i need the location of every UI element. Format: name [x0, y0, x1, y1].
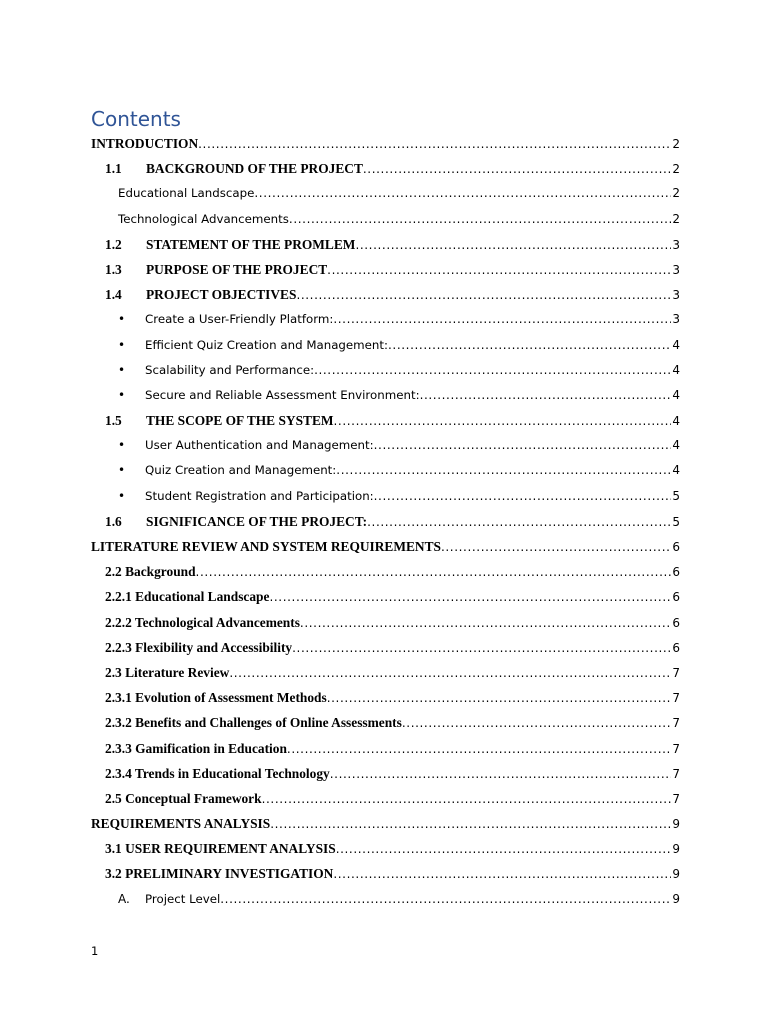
- toc-entry-label: [118, 358, 314, 383]
- toc-entry-title: 2.2.2 Technological Advancements: [105, 614, 300, 630]
- toc-entry-label: [105, 786, 262, 811]
- toc-entry-label: [105, 710, 402, 735]
- toc-entry-page: 4: [672, 387, 680, 402]
- toc-entry-label: [105, 836, 336, 861]
- toc-entry[interactable]: [91, 484, 680, 509]
- toc-entry-label: [105, 761, 330, 786]
- toc-entry-label: [105, 685, 327, 710]
- dot-leader: [420, 383, 672, 408]
- toc-entry[interactable]: [91, 710, 680, 735]
- toc-entry-label: [105, 610, 300, 635]
- toc-entry[interactable]: [91, 811, 680, 836]
- toc-entry-number: A.: [118, 891, 130, 906]
- toc-entry[interactable]: [91, 509, 680, 534]
- toc-entry-label: [118, 181, 254, 206]
- toc-entry[interactable]: [91, 610, 680, 635]
- dot-leader: [198, 132, 671, 156]
- toc-entry-title: 2.3.4 Trends in Educational Technology: [105, 765, 330, 781]
- dot-leader: [334, 409, 672, 433]
- toc-entry-title: Create a User-Friendly Platform:: [145, 312, 334, 327]
- dot-leader: [333, 862, 671, 886]
- toc-entry[interactable]: [91, 836, 680, 861]
- toc-entry-page: 3: [672, 312, 680, 327]
- toc-entry[interactable]: [91, 786, 680, 811]
- toc-entry-page: 4: [672, 414, 680, 429]
- bullet-marker: •: [118, 438, 126, 453]
- toc-entry-page: 6: [672, 615, 680, 630]
- toc-entry-page: 6: [672, 640, 680, 655]
- toc-entry-title: INTRODUCTION: [91, 136, 199, 151]
- toc-entry-label: [105, 736, 287, 761]
- toc-entry-title: Educational Landscape: [118, 186, 255, 201]
- toc-entry-page: 4: [672, 337, 680, 352]
- toc-entry-page: 7: [672, 716, 680, 731]
- toc-entry[interactable]: [91, 307, 680, 332]
- toc-entry-label: [118, 887, 220, 912]
- toc-entry-number: 1.5: [105, 413, 122, 429]
- toc-entry-title: Secure and Reliable Assessment Environment:: [145, 387, 420, 402]
- dot-leader: [367, 510, 671, 534]
- toc-entry-title: Project Level: [145, 891, 221, 906]
- toc-entry[interactable]: [91, 584, 680, 609]
- toc-entry[interactable]: [91, 257, 680, 282]
- toc-entry-page: 5: [672, 488, 680, 503]
- toc-entry-page: 9: [672, 842, 680, 857]
- dot-leader: [270, 812, 671, 836]
- contents-heading: Contents: [91, 107, 181, 131]
- toc-entry-title: LITERATURE REVIEW AND SYSTEM REQUIREMENTS: [91, 539, 441, 554]
- toc-entry-number: 1.2: [105, 236, 122, 252]
- toc-entry-label: [91, 534, 441, 559]
- dot-leader: [388, 333, 671, 358]
- toc-entry-title: Technological Advancements: [118, 211, 289, 226]
- toc-entry-number: 1.6: [105, 513, 122, 529]
- toc-entry-title: PROJECT OBJECTIVES: [146, 287, 297, 303]
- toc-entry-title: THE SCOPE OF THE SYSTEM: [146, 413, 334, 429]
- dot-leader: [330, 762, 672, 786]
- bullet-marker: •: [118, 387, 126, 402]
- toc-entry-page: 7: [672, 665, 680, 680]
- dot-leader: [289, 207, 671, 232]
- dot-leader: [220, 887, 671, 912]
- toc-entry-label: [118, 433, 374, 458]
- toc-entry-page: 7: [672, 691, 680, 706]
- toc-entry-page: 7: [672, 741, 680, 756]
- toc-entry-title: REQUIREMENTS ANALYSIS: [91, 816, 271, 832]
- toc-entry[interactable]: [91, 232, 680, 257]
- toc-entry[interactable]: [91, 408, 680, 433]
- toc-entry[interactable]: [91, 458, 680, 483]
- toc-entry[interactable]: [91, 383, 680, 408]
- dot-leader: [374, 484, 672, 509]
- toc-entry-title: User Authentication and Management:: [145, 438, 374, 453]
- dot-leader: [292, 636, 671, 660]
- toc-entry[interactable]: [91, 559, 680, 584]
- toc-entry-label: [118, 307, 333, 332]
- dot-leader: [262, 787, 672, 811]
- toc-entry-title: Efficient Quiz Creation and Management:: [145, 337, 389, 352]
- toc-entry-label: [105, 232, 355, 257]
- toc-entry-page: 3: [672, 262, 680, 277]
- toc-entry[interactable]: [91, 861, 680, 886]
- toc-entry-number: 1.1: [105, 161, 122, 177]
- toc-entry[interactable]: [91, 660, 680, 685]
- toc-entry[interactable]: [91, 131, 680, 156]
- toc-entry-page: 7: [672, 766, 680, 781]
- toc-entry-label: [118, 207, 289, 232]
- toc-entry-title: 3.1 USER REQUIREMENT ANALYSIS: [105, 841, 336, 857]
- dot-leader: [374, 433, 672, 458]
- toc-entry-page: 6: [672, 590, 680, 605]
- toc-entry-page: 2: [672, 137, 680, 151]
- toc-entry-page: 6: [672, 565, 680, 580]
- toc-entry[interactable]: [91, 207, 680, 232]
- toc-entry-title: 2.3 Literature Review: [105, 664, 230, 680]
- dot-leader: [254, 181, 671, 206]
- toc-entry[interactable]: [91, 358, 680, 383]
- toc-entry-page: 6: [672, 540, 680, 554]
- toc-entry-page: 5: [672, 514, 680, 529]
- toc-entry-title: 2.2.1 Educational Landscape: [105, 589, 270, 605]
- toc-entry-title: Scalability and Performance:: [145, 362, 315, 377]
- toc-entry-label: [91, 811, 270, 836]
- toc-entry-title: Quiz Creation and Management:: [145, 463, 337, 478]
- toc-entry-page: 4: [672, 438, 680, 453]
- toc-entry-label: [105, 282, 296, 307]
- table-of-contents: [91, 131, 680, 912]
- dot-leader: [269, 585, 671, 609]
- toc-entry-label: [118, 458, 336, 483]
- dot-leader: [296, 283, 671, 307]
- bullet-marker: •: [118, 337, 126, 352]
- dot-leader: [314, 358, 671, 383]
- toc-entry[interactable]: [91, 433, 680, 458]
- toc-entry-title: 2.2.3 Flexibility and Accessibility: [105, 639, 293, 655]
- toc-entry-label: [105, 635, 292, 660]
- toc-entry-title: 2.3.3 Gamification in Education: [105, 740, 287, 756]
- toc-entry-title: 3.2 PRELIMINARY INVESTIGATION: [105, 866, 334, 882]
- toc-entry-label: [105, 861, 333, 886]
- bullet-marker: •: [118, 488, 126, 503]
- toc-entry-label: [105, 660, 229, 685]
- bullet-marker: •: [118, 312, 126, 327]
- toc-entry-label: [105, 156, 363, 181]
- bullet-marker: •: [118, 362, 126, 377]
- toc-entry-label: [105, 509, 367, 534]
- toc-entry[interactable]: [91, 635, 680, 660]
- dot-leader: [287, 737, 671, 761]
- toc-entry-title: STATEMENT OF THE PROMLEM: [146, 236, 356, 252]
- toc-entry-page: 9: [672, 891, 680, 906]
- toc-entry-title: 2.3.1 Evolution of Assessment Methods: [105, 690, 327, 706]
- toc-entry-page: 2: [672, 162, 680, 177]
- toc-entry-page: 4: [672, 463, 680, 478]
- toc-entry-page: 7: [672, 791, 680, 806]
- toc-entry-label: [118, 383, 420, 408]
- toc-entry-label: [118, 333, 388, 358]
- toc-entry-page: 3: [672, 237, 680, 252]
- toc-entry-title: Student Registration and Participation:: [145, 488, 374, 503]
- toc-entry-page: 4: [672, 362, 680, 377]
- toc-entry-title: 2.5 Conceptual Framework: [105, 790, 262, 806]
- toc-entry-title: PURPOSE OF THE PROJECT: [146, 261, 328, 277]
- dot-leader: [402, 711, 672, 735]
- toc-entry-label: [105, 584, 269, 609]
- toc-entry[interactable]: [91, 282, 680, 307]
- toc-entry[interactable]: [91, 761, 680, 786]
- dot-leader: [333, 307, 671, 332]
- dot-leader: [355, 233, 671, 257]
- toc-entry-page: 3: [672, 288, 680, 303]
- dot-leader: [336, 837, 672, 861]
- toc-entry-label: [105, 408, 334, 433]
- toc-entry-label: [91, 131, 198, 156]
- toc-entry[interactable]: [91, 887, 680, 912]
- toc-entry-number: 1.3: [105, 261, 122, 277]
- toc-entry-title: BACKGROUND OF THE PROJECT: [146, 161, 363, 177]
- dot-leader: [327, 258, 671, 282]
- toc-entry[interactable]: [91, 181, 680, 206]
- toc-entry-number: 1.4: [105, 287, 122, 303]
- toc-entry-label: [105, 559, 196, 584]
- toc-entry[interactable]: [91, 333, 680, 358]
- toc-entry-label: [118, 484, 374, 509]
- dot-leader: [196, 560, 672, 584]
- toc-entry[interactable]: [91, 156, 680, 181]
- toc-entry-page: 2: [672, 211, 680, 226]
- dot-leader: [336, 458, 671, 483]
- toc-entry-page: 9: [672, 817, 680, 832]
- toc-entry[interactable]: [91, 534, 680, 559]
- toc-entry-title: SIGNIFICANCE OF THE PROJECT:: [146, 513, 368, 529]
- toc-entry-page: 9: [672, 867, 680, 882]
- toc-entry-label: [105, 257, 327, 282]
- toc-entry[interactable]: [91, 685, 680, 710]
- dot-leader: [229, 661, 671, 685]
- dot-leader: [441, 535, 671, 559]
- toc-entry-title: 2.3.2 Benefits and Challenges of Online Assessments: [105, 715, 402, 731]
- dot-leader: [327, 686, 672, 710]
- dot-leader: [363, 157, 671, 181]
- toc-entry-title: 2.2 Background: [105, 564, 196, 580]
- page-number: 1: [91, 944, 99, 958]
- bullet-marker: •: [118, 463, 126, 478]
- toc-entry-page: 2: [672, 186, 680, 201]
- toc-entry[interactable]: [91, 736, 680, 761]
- dot-leader: [300, 611, 671, 635]
